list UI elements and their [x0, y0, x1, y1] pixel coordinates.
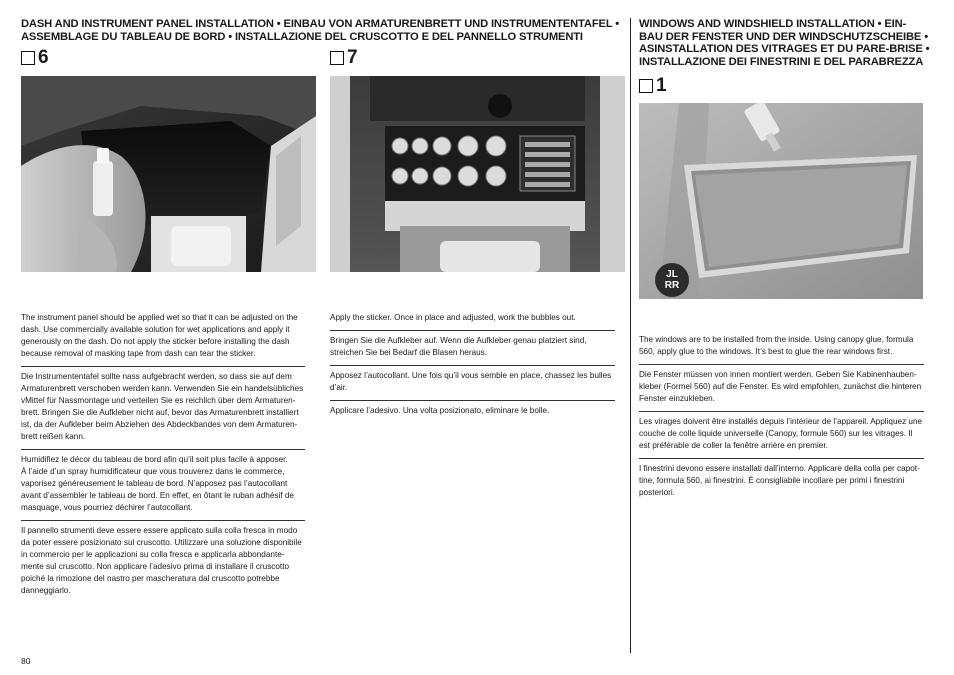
step-7-text — [330, 312, 615, 417]
step-6-text — [21, 312, 305, 597]
divider — [639, 364, 924, 365]
logo-text: JL RR — [664, 269, 680, 291]
divider — [21, 520, 305, 521]
step-1-paragraph-fr: Les virages doivent être installés depuis l’intérieur de l’appareil. Appliquez une couche de colle liquide universelle (Canopy, formule 560) sur les vitrages. Il est préférable de coller la fenêtre arrière en premier. — [639, 417, 923, 450]
step-7-paragraph-fr: Apposez l’autocollant. Une fois qu’il vous semble en place, chassez les bulles d’air. — [330, 371, 612, 392]
divider — [639, 411, 924, 412]
checkbox-1 — [639, 79, 653, 93]
step-1-label — [639, 76, 667, 96]
step-1-paragraph-it: I finestrini devono essere installati dall’interno. Applicare della colla per capot- tine, formula 560, ai finestrini. È consigliabile incollare per primi i finestrini posteriori. — [639, 464, 920, 497]
step-7-paragraph-it: Applicare l’adesivo. Una volta posizionato, eliminare le bolle. — [330, 406, 550, 415]
step-1-paragraph-de: Die Fenster müssen von innen montiert werden. Geben Sie Kabinenhauben- kleber (Formel 560) auf die Fenster. Es wird empfohlen, zunächst die hinteren Fenster einzukleben. — [639, 370, 922, 403]
step-6-paragraph-de: Die Instrumententafel sollte nass aufgebracht werden, so dass sie auf dem Armaturenbrett verschoben werden kann. Verwenden Sie ein handelsübliches vMittel für Nassmontage und verteilen Sie es reichlich über dem Armaturen- brett. Bringen Sie die Aufkleber nicht auf, bevor das Armaturenbrett installiert ist, da der Aufkleber beim Abziehen des Abdeckbandes von dem Armaturen- brett reißen kann. — [21, 372, 304, 441]
section-header-windows: WINDOWS AND WINDSHIELD INSTALLATION • EIN- BAU DER FENSTER UND DER WINDSCHUTZSCHEIBE • ASINSTALLATION DES VITRAGES ET DU PARE-BRISE • INSTALLAZIONE DEI FINESTRINI E DEL PARABREZZA — [639, 18, 930, 68]
step-6-paragraph-en: The instrument panel should be applied wet so that it can be adjusted on the dash. Use commercially available solution for wet applications and apply it generously on the dash. Do not apply the sticker before installing the dash because removal of masking tape from dash can tear the sticker. — [21, 313, 298, 358]
divider — [21, 366, 305, 367]
page-number: 80 — [21, 656, 31, 666]
checkbox-6 — [21, 51, 35, 65]
divider — [330, 400, 615, 401]
divider — [21, 449, 305, 450]
divider — [639, 458, 924, 459]
step-1-text — [639, 334, 924, 499]
step-7-label — [330, 48, 358, 68]
step-7-paragraph-de: Bringen Sie die Aufkleber auf. Wenn die Aufkleber genau platziert sind, streichen Sie bei Bedarf die Blasen heraus. — [330, 336, 587, 357]
step-6-paragraph-it: Il pannello strumenti deve essere essere applicato sulla colla fresca in modo da poter essere posizionato sul cruscotto. Utilizzare una soluzione disponibile in commercio per le applicazioni su colla fresca e applicarla abbondante- mente sul cruscotto. Non applicare l’adesivo prima di installare il cruscotto poiché la rimozione del nastro per mascheratura dal cruscotto potrebbe danneggiarlo. — [21, 526, 302, 595]
section-header-dash: DASH AND INSTRUMENT PANEL INSTALLATION • EINBAU VON ARMATURENBRETT UND INSTRUMENTENTAFEL • ASSEMBLAGE DU TABLEAU DE BORD • INSTALLAZIONE DEL CRUSCOTTO E DEL PANNELLO STRUMENTI — [21, 18, 620, 43]
divider — [330, 365, 615, 366]
photo-step-1 — [639, 103, 923, 299]
photo-step-7 — [330, 76, 625, 272]
step-6-paragraph-fr: Humidifiez le décor du tableau de bord afin qu’il soit plus facile à apposer. À l’aide d’un spray humidificateur que vous trouverez dans le commerce, vaporisez généreusement le tableau de bord. N’apposez pas l’autocollant avant d’assembler le tableau de bord. En effet, en ôtant le ruban adhésif de masquage, vous pourriez déchirer l’autocollant. — [21, 455, 294, 512]
step-6-label — [21, 48, 49, 68]
jl-rr-logo — [655, 263, 689, 297]
step-1-paragraph-en: The windows are to be installed from the inside. Using canopy glue, formula 560, apply glue to the windows. It’s best to glue the rear windows first. — [639, 335, 914, 356]
divider — [330, 330, 615, 331]
photo-step-6 — [21, 76, 316, 272]
step-7-paragraph-en: Apply the sticker. Once in place and adjusted, work the bubbles out. — [330, 313, 576, 322]
step-1-number: 1 — [656, 75, 667, 96]
step-6-number: 6 — [38, 47, 49, 68]
column-divider — [630, 18, 631, 653]
checkbox-7 — [330, 51, 344, 65]
step-7-number: 7 — [347, 47, 358, 68]
